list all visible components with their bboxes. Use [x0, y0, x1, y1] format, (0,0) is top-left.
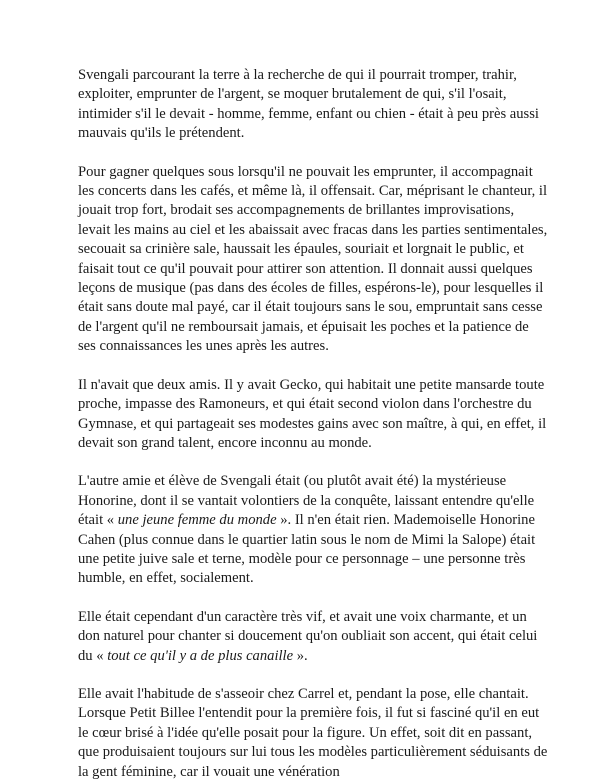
paragraph-1-text: Svengali parcourant la terre à la recherche de qui il pourrait tromper, trahir, exploiter, emprunter de l'argent, se moquer brutalement de qui, s'il l'osait, intimider s'il le devait - homme, femme, enfant ou chien - était à peu près aussi mauvais qu'ils le prétendent. — [78, 67, 539, 142]
paragraph-5-text-end: ». — [293, 647, 308, 664]
paragraph-5 — [78, 608, 548, 666]
paragraph-3 — [78, 376, 548, 454]
paragraph-4-text-end: ». Il n'en était rien. Mademoiselle Honorine Cahen (plus connue dans le quartier latin sous le nom de Mimi la Salope) était une petite juive sale et terne, modèle pour ce personnage – une personne très humble, en effet, socialement. — [78, 512, 536, 587]
paragraph-4 — [78, 472, 548, 588]
paragraph-6-text: Elle avait l'habitude de s'asseoir chez Carrel et, pendant la pose, elle chantait. Lorsque Petit Billee l'entendit pour la première fois, il fut si fasciné qu'il en eut le cœur brisé à l'idée qu'elle posait pour la figure. Un effet, soit dit en passant, que produisaient toujours sur lui tous les modèles particulièrement séduisants de la gent féminine, car il vouait une vénération — [78, 685, 548, 780]
paragraph-5-text-start: Elle était cependant d'un caractère très vif, et avait une voix charmante, et un don naturel pour chanter si doucement qu'on oubliait son accent, qui était celui du « — [78, 608, 538, 664]
paragraph-3-text: Il n'avait que deux amis. Il y avait Gecko, qui habitait une petite mansarde toute proche, impasse des Ramoneurs, et qui était second violon dans l'orchestre du Gymnase, et qui partageait ses modestes gains avec son maître, à qui, en effet, il devait son grand talent, encore inconnu au monde. — [78, 376, 547, 451]
paragraph-6 — [78, 685, 548, 782]
paragraph-1 — [78, 66, 548, 144]
body-text — [78, 66, 548, 782]
paragraph-4-italic-quote: une jeune femme du monde — [117, 512, 277, 529]
paragraph-4-text-start: L'autre amie et élève de Svengali était (ou plutôt avait été) la mystérieuse Honorine, dont il se vantait volontiers de la conquête, laissant entendre qu'elle était « — [78, 473, 535, 529]
paragraph-2 — [78, 163, 548, 357]
paragraph-2-text: Pour gagner quelques sous lorsqu'il ne pouvait les emprunter, il accompagnait les concerts dans les cafés, et même là, il offensait. Car, méprisant le chanteur, il jouait trop fort, brodait ses accompagnements de brillantes improvisations, levait les mains au ciel et les abaissait avec fracas dans les parties sentimentales, secouait sa crinière sale, haussait les épaules, souriait et lorgnait le public, et faisait tout ce qu'il pouvait pour attirer son attention. Il donnait aussi quelques leçons de musique (pas dans des écoles de filles, espérons-le), pour lesquelles il était sans doute mal payé, car il était toujours sans le sou, empruntait sans cesse de l'argent qu'il ne remboursait jamais, et épuisait les poches et la patience de ses connaissances les unes après les autres. — [78, 163, 548, 355]
paragraph-5-italic-quote: tout ce qu'il y a de plus canaille — [107, 647, 294, 664]
